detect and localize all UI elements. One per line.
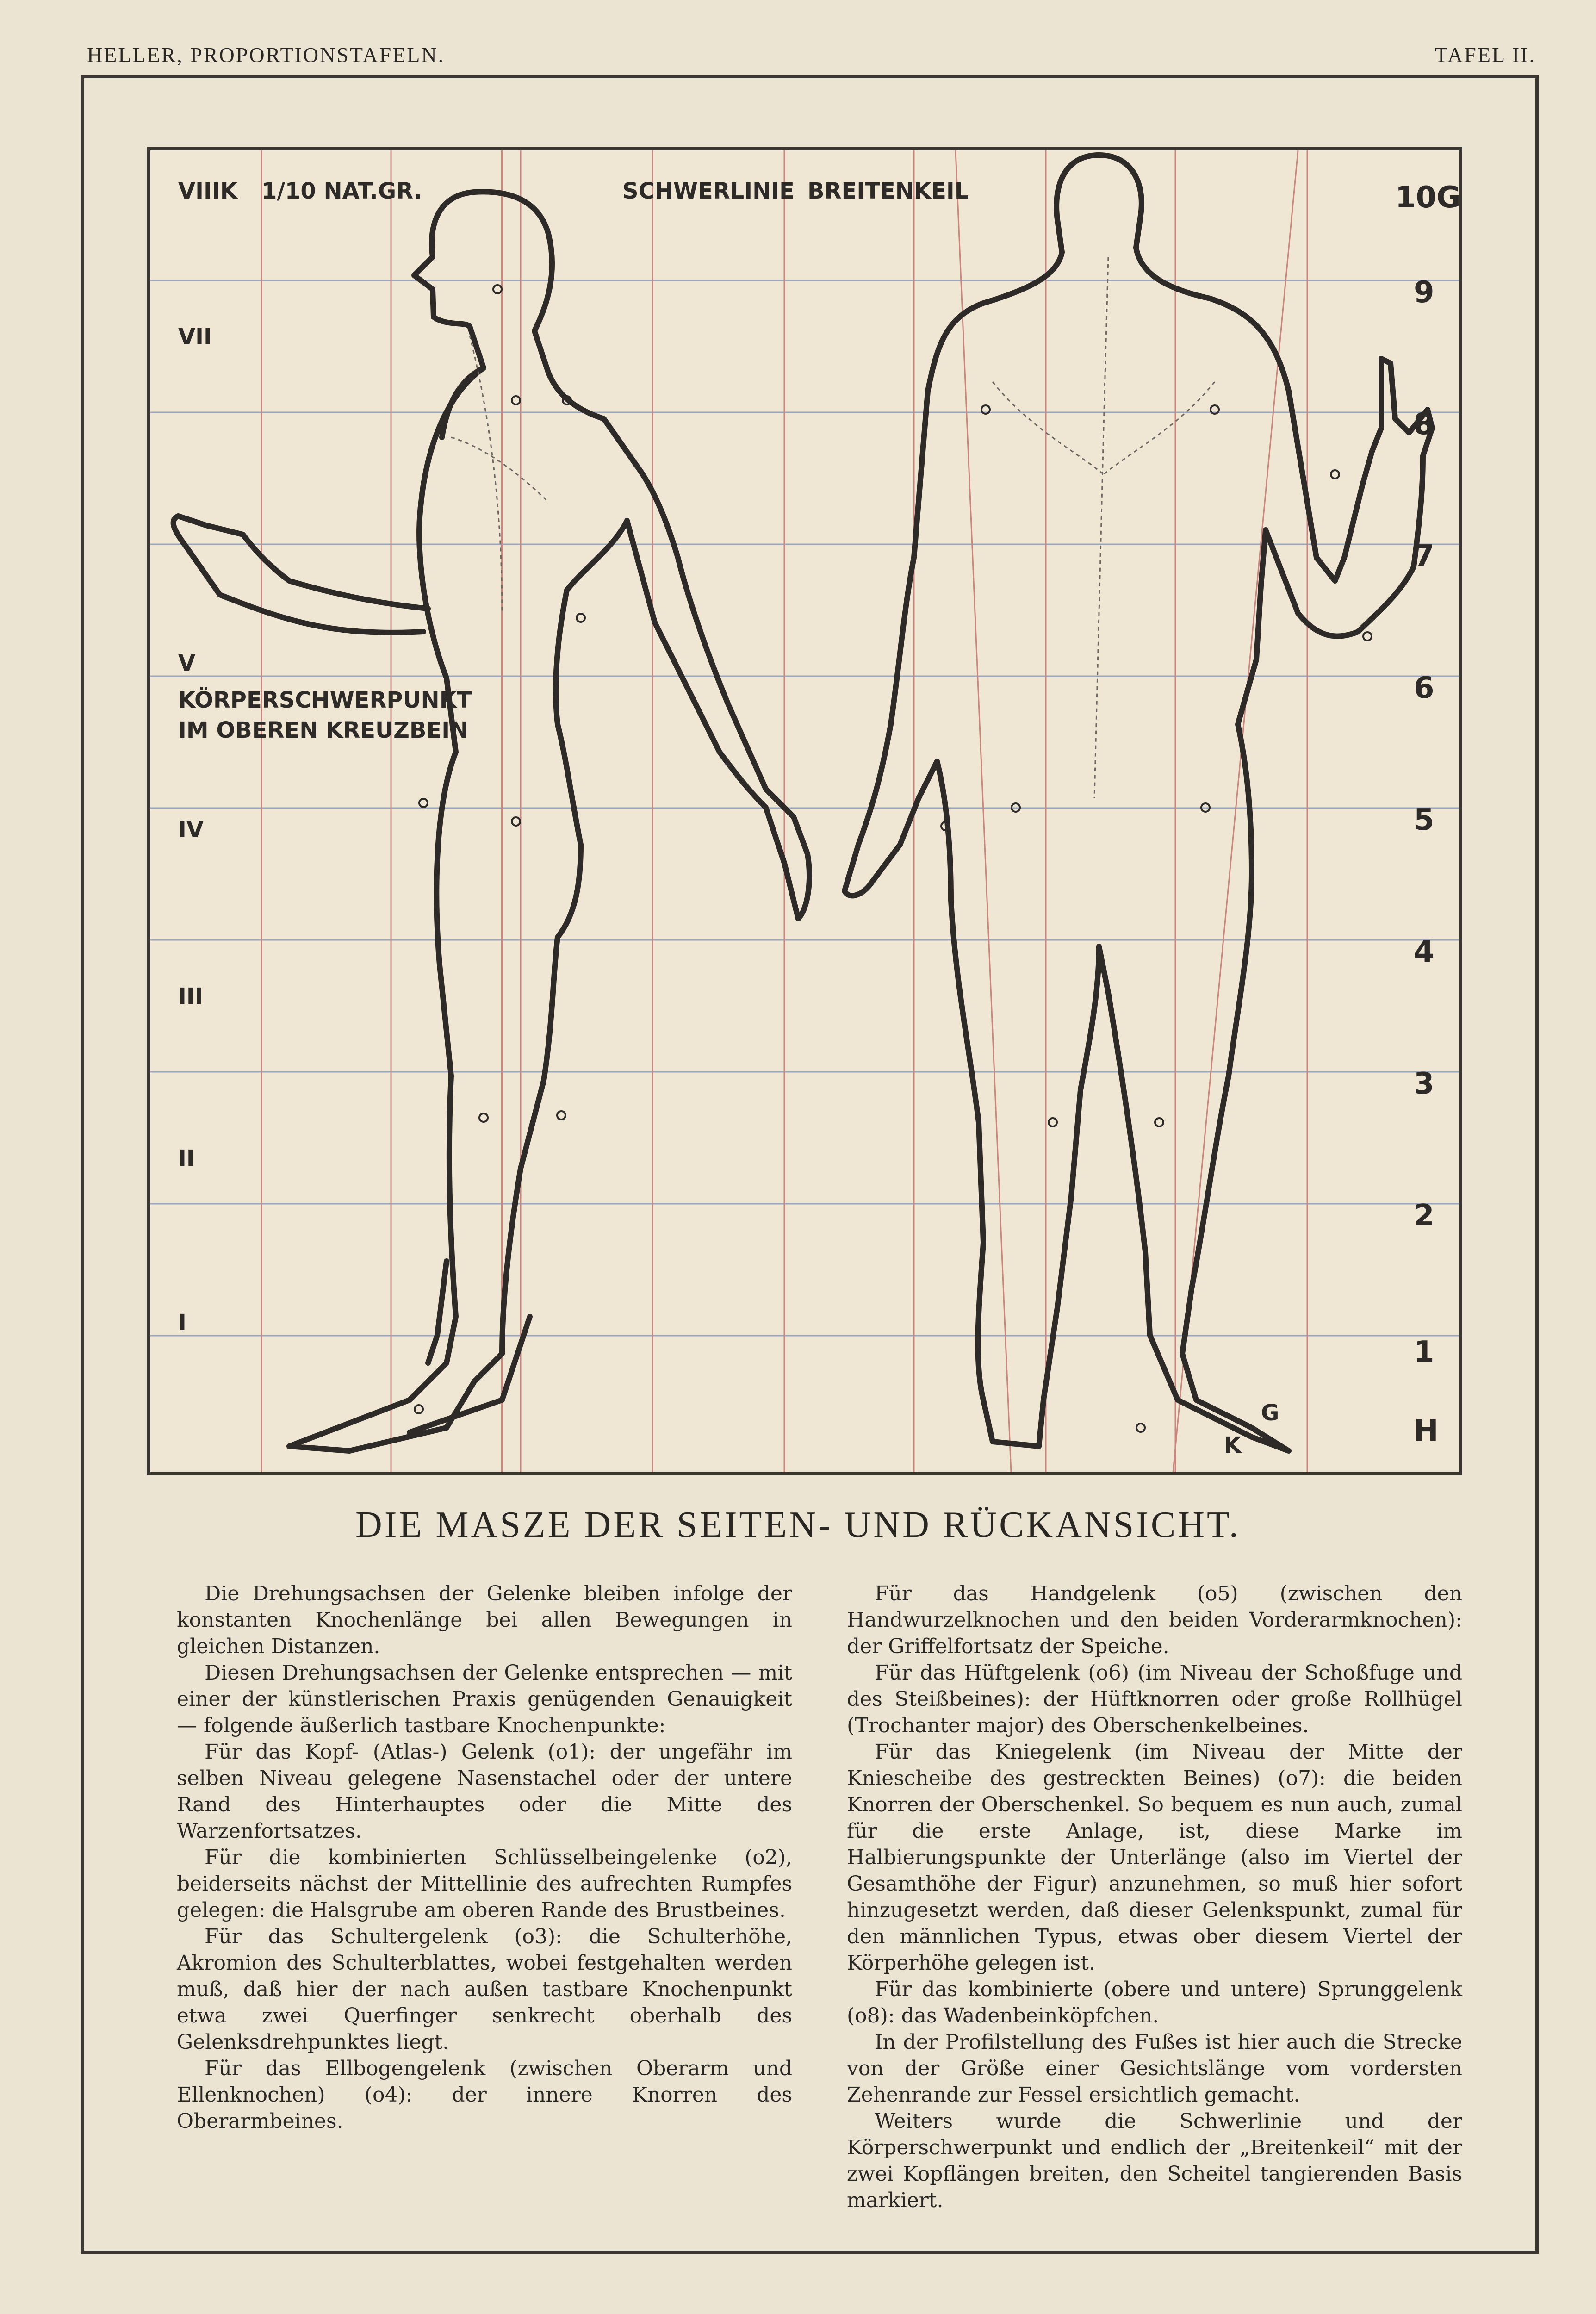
paragraph: Für das Hüftgelenk (o6) (im Niveau der Schoßfuge und des Steißbeines): der Hüftknorren oder große Rollhügel (Trochanter major) des Oberschenkelbeines. (847, 1661, 1462, 1737)
height-number-6: 6 (1414, 671, 1435, 705)
roman-V: V (178, 650, 196, 676)
paragraph: Für das Handgelenk (o5) (zwischen den Handwurzelknochen und den beiden Vorderarmknochen): der Griffelfortsatz der Speiche. (847, 1582, 1462, 1658)
paragraph: Diesen Drehungsachsen der Gelenke entsprechen — mit einer der künstlerischen Praxis genügenden Genauigkeit — folgende äußerlich tastbare Knochenpunkte: (177, 1661, 792, 1737)
paragraph: Die Drehungsachsen der Gelenke bleiben infolge der konstanten Knochenlänge bei allen Bewegungen in gleichen Distanzen. (177, 1582, 792, 1658)
height-number-10G: 10G (1395, 180, 1461, 215)
paragraph: Für das Kniegelenk (im Niveau der Mitte der Kniescheibe des gestreckten Beines) (o7): die beiden Knorren der Oberschenkel. So bequem es nun auch, zumal für die erste Anlage, ist, diese Marke im Halbierungspunkte der Unterlänge (also im Viertel der Gesamthöhe der Figur) anzunehmen, so muß hier sofort hinzugesetzt werden, daß dieser Gelenkspunkt, zumal für den männlichen Typus, etwas ober diesem Viertel der Körperhöhe gelegen ist. (847, 1740, 1462, 1975)
text-column-right (847, 1580, 1462, 2214)
paragraph: In der Profilstellung des Fußes ist hier auch die Strecke von der Größe einer Gesichtslänge vom vordersten Zehenrande zur Fessel ersichtlich gemacht. (847, 2030, 1462, 2107)
height-number-1: 1 (1414, 1335, 1435, 1369)
roman-VII: VII (178, 324, 212, 350)
paragraph: Für das kombinierte (obere und untere) Sprunggelenk (o8): das Wadenbeinköpfchen. (847, 1978, 1462, 2028)
height-number-4: 4 (1414, 935, 1435, 969)
foot-mark: H (1414, 1414, 1439, 1448)
page-title: DIE MASZE DER SEITEN- UND RÜCKANSICHT. (355, 1505, 1241, 1545)
scale-label: VIIIK (178, 178, 237, 204)
roman-IV: IV (178, 817, 204, 843)
running-header-right: TAFEL II. (1435, 43, 1536, 67)
gravity-line-label: SCHWERLINIE (622, 178, 795, 204)
plate-drawing (150, 150, 1459, 1472)
roman-I: I (178, 1310, 186, 1336)
paragraph: Für die kombinierten Schlüsselbeingelenke (o2), beiderseits nächst der Mittellinie des aufrechten Rumpfes gelegen: die Halsgrube am oberen Rande des Brustbeines. (177, 1846, 792, 1922)
roman-III: III (178, 983, 203, 1009)
text-column-left (177, 1580, 792, 2134)
height-number-8: 8 (1414, 407, 1435, 442)
ratio-label: 1/10 NAT.GR. (261, 178, 422, 204)
paragraph: Für das Kopf- (Atlas-) Gelenk (o1): der ungefähr im selben Niveau gelegene Nasenstachel oder der untere Rand des Hinterhauptes oder die Mitte des Warzenfortsatzes. (177, 1740, 792, 1843)
side-view-figure (174, 192, 809, 1451)
center-of-gravity-line1: KÖRPERSCHWERPUNKT (178, 687, 472, 713)
proportion-plate (147, 147, 1462, 1475)
width-wedge-label: BREITENKEIL (807, 178, 969, 204)
height-number-5: 5 (1414, 803, 1435, 837)
running-header-left: HELLER, PROPORTIONSTAFELN. (87, 43, 445, 67)
anatomy-detail-lines (451, 257, 1215, 798)
height-number-3: 3 (1414, 1067, 1435, 1101)
horizontal-gridlines (150, 280, 1459, 1336)
paragraph: Weiters wurde die Schwerlinie und der Körperschwerpunkt und endlich der „Breitenkeil“ mit der zwei Kopflängen breiten, den Scheitel tangierenden Basis markiert. (847, 2109, 1462, 2212)
paragraph: Für das Schultergelenk (o3): die Schulterhöhe, Akromion des Schulterblattes, wobei festgehalten werden muß, daß hier der nach außen tastbare Knochenpunkt etwa zwei Querfinger senkrecht oberhalb des Gelenksdrehpunktes liegt. (177, 1925, 792, 2054)
height-number-7: 7 (1414, 539, 1435, 573)
foot-letter-K: K (1224, 1432, 1242, 1458)
height-number-2: 2 (1414, 1199, 1435, 1233)
foot-letter-G: G (1261, 1400, 1279, 1426)
height-number-9: 9 (1414, 275, 1435, 310)
back-view-figure (845, 155, 1432, 1451)
center-of-gravity-line2: IM OBEREN KREUZBEIN (178, 717, 469, 743)
paragraph: Für das Ellbogengelenk (zwischen Oberarm und Ellenknochen) (o4): der innere Knorren des Oberarmbeines. (177, 2057, 792, 2133)
roman-II: II (178, 1145, 195, 1171)
